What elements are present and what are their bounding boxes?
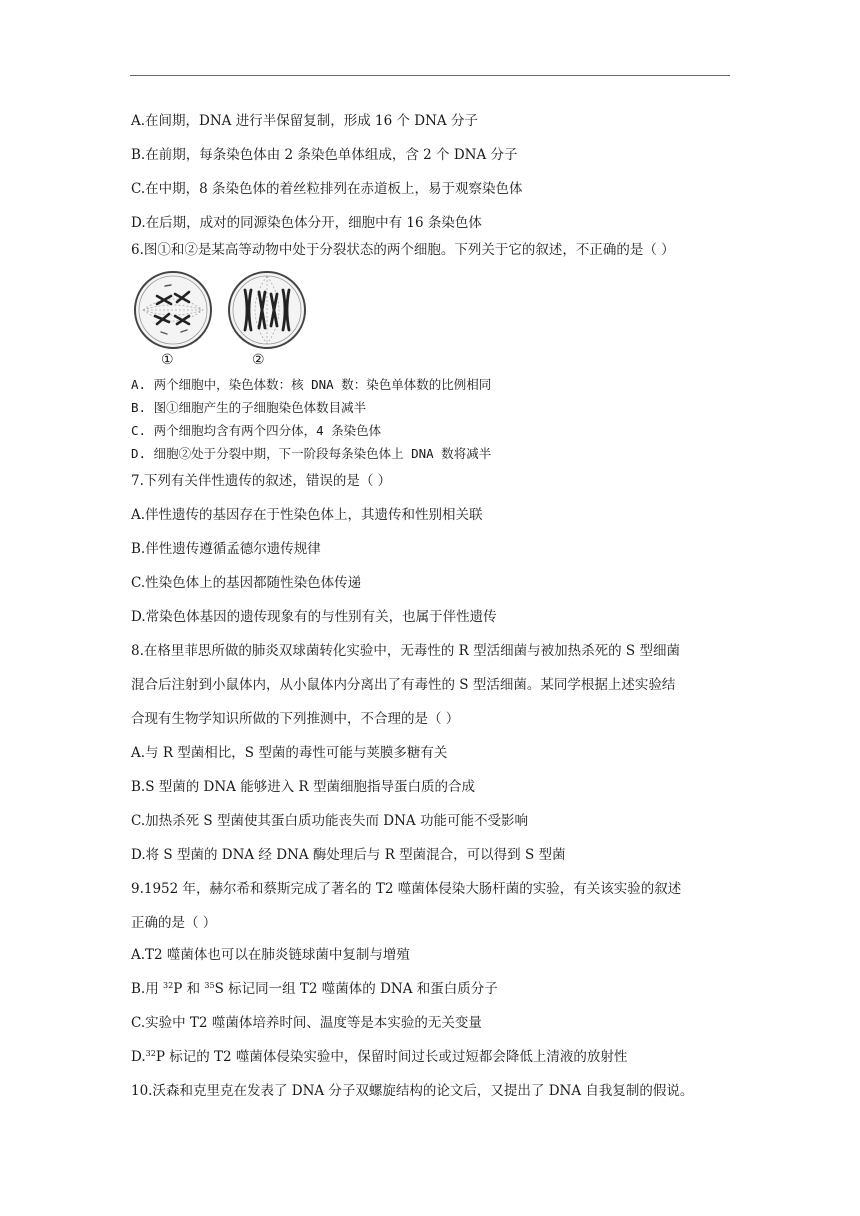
q9-option-d-rest: P 标记的 T2 噬菌体侵染实验中，保留时间过长或过短都会降低上清液的放射性 <box>155 1049 628 1065</box>
q9-option-a: A.T2 噬菌体也可以在肺炎链球菌中复制与增殖 <box>131 947 410 963</box>
q8-option-d: D.将 S 型菌的 DNA 经 DNA 酶处理后与 R 型菌混合，可以得到 S 型菌 <box>131 847 566 863</box>
q6-option-c: C. 两个细胞均含有两个四分体，4 条染色体 <box>131 423 382 438</box>
q9-stem-line-1: 9.1952 年，赫尔希和蔡斯完成了著名的 T2 噬菌体侵染大肠杆菌的实验，有关该实验的叙述 <box>131 881 682 897</box>
q9-option-d-prefix: D. <box>131 1049 146 1065</box>
q8-option-c: C.加热杀死 S 型菌使其蛋白质功能丧失而 DNA 功能可能不受影响 <box>131 813 528 829</box>
q7-option-b: B.伴性遗传遵循孟德尔遗传规律 <box>131 541 321 557</box>
q5-option-b: B.在前期，每条染色体由 2 条染色单体组成，含 2 个 DNA 分子 <box>131 147 518 163</box>
q9-option-d <box>131 1048 627 1066</box>
q10-stem: 10.沃森和克里克在发表了 DNA 分子双螺旋结构的论文后，又提出了 DNA 自我复制的假说。 <box>131 1083 694 1099</box>
q8-stem-line-1: 8.在格里菲思所做的肺炎双球菌转化实验中，无毒性的 R 型活细菌与被加热杀死的 S 型细菌 <box>131 643 680 659</box>
q9-option-d-isotope: 32 <box>145 1049 156 1058</box>
q9-option-b-prefix: B.用 <box>131 981 164 997</box>
q9-option-b-rest: S 标记同一组 T2 噬菌体的 DNA 和蛋白质分子 <box>214 981 498 997</box>
q7-option-a: A.伴性遗传的基因存在于性染色体上，其遗传和性别相关联 <box>131 507 483 523</box>
figure-label-1: ① <box>161 352 174 368</box>
header-rule <box>130 75 730 76</box>
q5-option-a: A.在间期，DNA 进行半保留复制，形成 16 个 DNA 分子 <box>131 113 478 129</box>
cell-2-diagram <box>229 272 305 348</box>
q9-option-b-mid: P 和 <box>173 981 205 997</box>
q6-option-b: B. 图①细胞产生的子细胞染色体数目减半 <box>131 400 367 415</box>
q7-option-c: C.性染色体上的基因都随性染色体传递 <box>131 575 362 591</box>
figure-label-2: ② <box>252 352 265 368</box>
q8-option-b: B.S 型菌的 DNA 能够进入 R 型菌细胞指导蛋白质的合成 <box>131 779 475 795</box>
q8-stem-line-2: 混合后注射到小鼠体内，从小鼠体内分离出了有毒性的 S 型活细菌。某同学根据上述实验结 <box>131 677 676 693</box>
q9-option-b <box>131 980 498 998</box>
q6-option-d: D. 细胞②处于分裂中期，下一阶段每条染色体上 DNA 数将减半 <box>131 446 492 461</box>
cell-division-figure <box>131 270 311 374</box>
q9-stem-line-2: 正确的是（ ） <box>131 915 217 931</box>
q6-stem: 6.图①和②是某高等动物中处于分裂状态的两个细胞。下列关于它的叙述，不正确的是（ ） <box>131 242 675 258</box>
q9-option-c: C.实验中 T2 噬菌体培养时间、温度等是本实验的无关变量 <box>131 1015 482 1031</box>
cell-division-svg <box>131 270 311 374</box>
q5-option-c: C.在中期，8 条染色体的着丝粒排列在赤道板上，易于观察染色体 <box>131 181 523 197</box>
q8-stem-line-3: 合现有生物学知识所做的下列推测中，不合理的是（ ） <box>131 711 460 727</box>
q8-option-a: A.与 R 型菌相比，S 型菌的毒性可能与荚膜多糖有关 <box>131 745 448 761</box>
q9-option-b-isotope-p: 32 <box>163 981 174 990</box>
q9-option-b-isotope-s: 35 <box>204 981 215 990</box>
q7-option-d: D.常染色体基因的遗传现象有的与性别有关，也属于伴性遗传 <box>131 609 497 625</box>
q7-stem: 7.下列有关伴性遗传的叙述，错误的是（ ） <box>131 473 392 489</box>
q6-option-a: A. 两个细胞中，染色体数：核 DNA 数：染色单体数的比例相同 <box>131 377 492 392</box>
cell-1-diagram <box>135 272 211 348</box>
q5-option-d: D.在后期，成对的同源染色体分开，细胞中有 16 条染色体 <box>131 215 482 231</box>
